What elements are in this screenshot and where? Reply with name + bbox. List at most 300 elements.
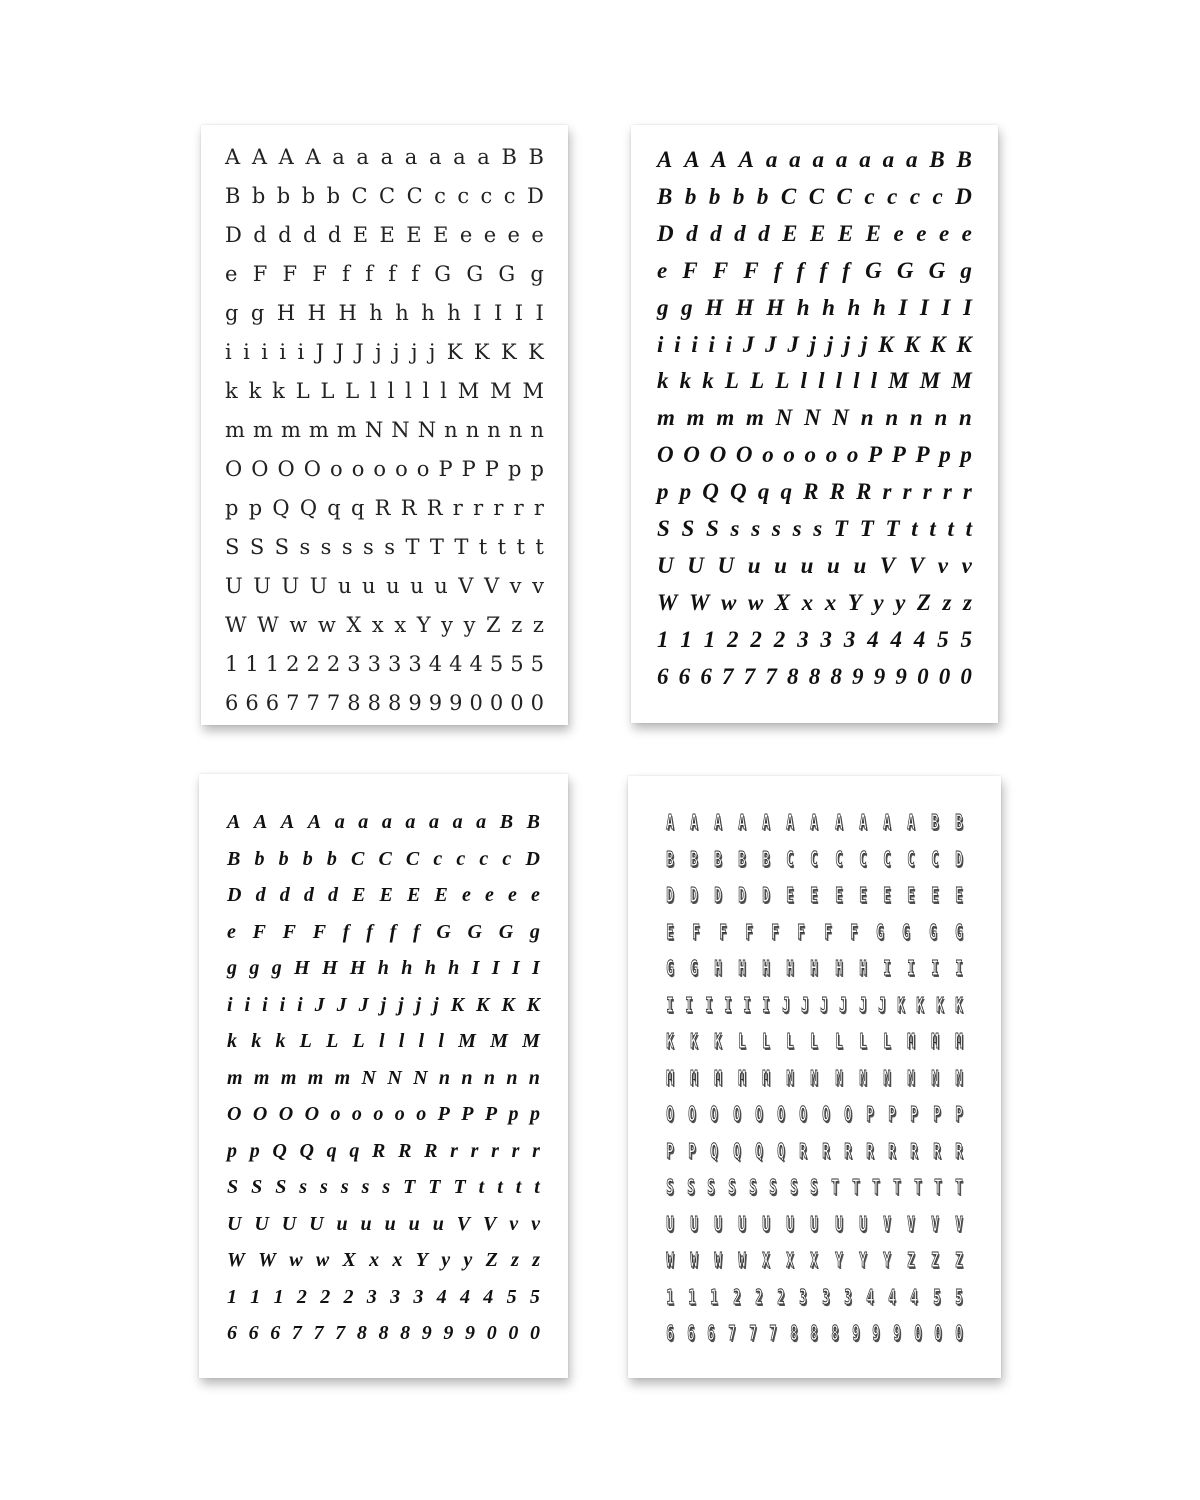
letter-sticker: q xyxy=(757,479,770,505)
letter-sticker: R xyxy=(799,1138,808,1163)
letter-sticker: F xyxy=(850,919,858,944)
letter-sticker: A xyxy=(882,810,891,834)
letter-sticker: F xyxy=(823,919,832,944)
letter-sticker: L xyxy=(352,1030,365,1052)
letter-sticker: N xyxy=(364,418,384,442)
sheet-row xyxy=(199,812,568,832)
letter-sticker: 8 xyxy=(787,663,799,689)
letter-sticker: D xyxy=(690,883,698,907)
letter-sticker: 4 xyxy=(890,626,902,652)
letter-sticker: H xyxy=(294,957,310,979)
letter-sticker: O xyxy=(666,1102,674,1126)
letter-sticker: L xyxy=(762,1029,771,1053)
letter-sticker: s xyxy=(771,516,781,541)
letter-sticker: T xyxy=(428,1176,441,1198)
letter-sticker: I xyxy=(724,992,732,1017)
letter-sticker: Z xyxy=(916,589,931,615)
letter-sticker: r xyxy=(473,496,484,520)
letter-sticker: I xyxy=(704,992,713,1017)
letter-sticker: E xyxy=(782,220,798,246)
letter-sticker: p xyxy=(529,1103,540,1125)
letter-sticker: 1 xyxy=(227,1285,237,1308)
letter-sticker: 5 xyxy=(510,652,524,676)
letter-sticker: r xyxy=(902,479,912,505)
letter-sticker: K xyxy=(473,340,490,364)
letter-sticker: J xyxy=(355,340,364,364)
letter-sticker: l xyxy=(853,368,860,394)
sheet-row xyxy=(628,1138,1001,1163)
letter-sticker: L xyxy=(724,368,739,394)
letter-sticker: F xyxy=(692,919,701,944)
letter-sticker: 3 xyxy=(821,1284,830,1309)
letter-sticker: p xyxy=(227,1139,237,1162)
sheet-row xyxy=(199,1250,568,1270)
letter-sticker: V xyxy=(907,1211,915,1236)
letter-sticker: d xyxy=(710,220,722,246)
letter-sticker: 6 xyxy=(227,1322,237,1344)
letter-sticker: m xyxy=(280,418,301,442)
letter-sticker: U xyxy=(657,552,674,578)
letter-sticker: q xyxy=(780,479,792,505)
letter-sticker: E xyxy=(955,883,963,907)
letter-sticker: p xyxy=(248,496,263,520)
letter-sticker: v xyxy=(961,552,972,578)
letter-sticker: 0 xyxy=(934,1321,942,1345)
letter-sticker: t xyxy=(534,1176,540,1198)
letter-sticker: D xyxy=(657,220,674,246)
letter-sticker: k xyxy=(227,1030,237,1052)
letter-sticker: k xyxy=(272,379,285,403)
letter-sticker: t xyxy=(965,516,972,541)
letter-sticker: u xyxy=(774,552,787,578)
letter-sticker: l xyxy=(818,368,825,394)
letter-sticker: l xyxy=(800,368,807,394)
letter-sticker: r xyxy=(532,1139,540,1162)
letter-sticker: N xyxy=(387,1066,402,1089)
letter-sticker: s xyxy=(384,535,396,559)
letter-sticker: R xyxy=(400,496,417,520)
letter-sticker: G xyxy=(498,262,516,286)
letter-sticker: m xyxy=(334,1066,351,1089)
letter-sticker: s xyxy=(341,535,353,559)
letter-sticker: 6 xyxy=(666,1321,674,1345)
letter-sticker: 7 xyxy=(335,1322,346,1344)
letter-sticker: E xyxy=(352,884,366,906)
letter-sticker: B xyxy=(499,811,514,833)
letter-sticker: w xyxy=(315,1249,330,1271)
letter-sticker: U xyxy=(281,1212,297,1235)
letter-sticker: T xyxy=(831,1175,839,1199)
letter-sticker: H xyxy=(705,294,724,320)
letter-sticker: O xyxy=(303,457,321,481)
letter-sticker: a xyxy=(476,811,487,833)
letter-sticker: O xyxy=(732,1102,741,1126)
letter-sticker: Z xyxy=(907,1248,915,1272)
letter-sticker: e xyxy=(916,220,927,246)
letter-sticker: B xyxy=(227,847,241,870)
sheet-row xyxy=(201,381,568,402)
letter-sticker: r xyxy=(470,1139,479,1162)
letter-sticker: f xyxy=(842,257,850,283)
letter-sticker: M xyxy=(490,379,512,403)
sheet-row xyxy=(199,995,568,1015)
letter-sticker: 9 xyxy=(852,663,864,689)
letter-sticker: 4 xyxy=(888,1284,896,1309)
letter-sticker: G xyxy=(434,262,452,286)
letter-sticker: K xyxy=(916,992,925,1017)
sheet-row xyxy=(631,517,998,540)
letter-sticker: 8 xyxy=(831,1321,839,1345)
letter-sticker: 0 xyxy=(913,1321,922,1345)
letter-sticker: a xyxy=(765,147,778,172)
letter-sticker: n xyxy=(959,405,972,431)
letter-sticker: 7 xyxy=(313,1322,324,1344)
letter-sticker: G xyxy=(928,257,946,283)
letter-sticker: u xyxy=(827,552,840,578)
letter-sticker: b xyxy=(326,184,341,208)
letter-sticker: 3 xyxy=(797,626,809,652)
letter-sticker: r xyxy=(962,479,972,505)
letter-sticker: K xyxy=(666,1029,674,1053)
sheet-row xyxy=(199,1104,568,1124)
letter-sticker: U xyxy=(858,1211,867,1236)
letter-sticker: d xyxy=(758,220,770,246)
letter-sticker: G xyxy=(436,920,451,943)
letter-sticker: 6 xyxy=(707,1321,716,1345)
letter-sticker: I xyxy=(919,294,929,320)
letter-sticker: g xyxy=(657,294,669,320)
letter-sticker: V xyxy=(483,1212,497,1235)
letter-sticker: o xyxy=(373,1103,384,1125)
letter-sticker: 4 xyxy=(459,1285,470,1308)
sheet-row xyxy=(631,628,998,651)
letter-sticker: a xyxy=(452,811,463,833)
letter-sticker: e xyxy=(657,257,668,283)
letter-sticker: g xyxy=(250,301,265,325)
letter-sticker: 4 xyxy=(469,652,483,676)
letter-sticker: J xyxy=(742,331,755,357)
letter-sticker: C xyxy=(882,846,891,871)
sheet-row xyxy=(628,1065,1001,1090)
letter-sticker: V xyxy=(908,552,925,578)
letter-sticker: W xyxy=(258,1249,276,1271)
letter-sticker: T xyxy=(955,1175,963,1199)
letter-sticker: f xyxy=(773,257,782,283)
letter-sticker: B xyxy=(666,846,674,871)
letter-sticker: o xyxy=(416,457,430,481)
letter-sticker: s xyxy=(299,535,311,559)
letter-sticker: I xyxy=(535,301,544,325)
letter-sticker: T xyxy=(859,516,874,541)
letter-sticker: P xyxy=(910,1102,919,1126)
letter-sticker: w xyxy=(289,613,308,637)
sheet-row xyxy=(199,1141,568,1161)
letter-sticker: k xyxy=(679,368,692,394)
letter-sticker: s xyxy=(382,1176,391,1198)
letter-sticker: 8 xyxy=(808,663,821,689)
letter-sticker: j xyxy=(398,993,404,1016)
letter-sticker: F xyxy=(712,257,729,283)
letter-sticker: s xyxy=(730,516,740,541)
letter-sticker: B xyxy=(225,184,241,208)
letter-sticker: r xyxy=(452,496,463,520)
letter-sticker: d xyxy=(255,884,266,906)
letter-sticker: M xyxy=(522,379,544,403)
letter-sticker: z xyxy=(942,589,952,615)
letter-sticker: Q xyxy=(732,1138,741,1163)
letter-sticker: t xyxy=(515,1176,522,1198)
letter-sticker: t xyxy=(497,1176,503,1198)
letter-sticker: 0 xyxy=(469,691,483,715)
letter-sticker: C xyxy=(379,184,396,208)
letter-sticker: I xyxy=(898,294,908,320)
letter-sticker: 4 xyxy=(436,1285,447,1308)
sheet-row xyxy=(631,591,998,614)
letter-sticker: G xyxy=(896,257,914,283)
letter-sticker: N xyxy=(882,1065,891,1090)
letter-sticker: i xyxy=(725,331,733,357)
letter-sticker: h xyxy=(395,301,409,325)
letter-sticker: D xyxy=(955,846,963,871)
letter-sticker: K xyxy=(904,331,920,357)
letter-sticker: I xyxy=(494,301,503,325)
letter-sticker: B xyxy=(714,846,722,871)
letter-sticker: e xyxy=(507,223,520,247)
sticker-sheet-serif xyxy=(201,125,568,725)
letter-sticker: t xyxy=(947,516,954,541)
letter-sticker: Z xyxy=(485,1249,498,1271)
letter-sticker: G xyxy=(902,919,911,944)
letter-sticker: 1 xyxy=(666,1284,674,1309)
letter-sticker: O xyxy=(657,442,674,468)
letter-sticker: F xyxy=(252,920,266,943)
letter-sticker: p xyxy=(679,479,692,505)
letter-sticker: r xyxy=(533,496,544,520)
letter-sticker: N xyxy=(832,405,850,431)
letter-sticker: o xyxy=(825,442,838,468)
letter-sticker: M xyxy=(955,1029,963,1053)
letter-sticker: M xyxy=(457,379,480,403)
sheet-row xyxy=(199,1214,568,1234)
letter-sticker: I xyxy=(762,992,771,1017)
letter-sticker: T xyxy=(429,535,444,559)
letter-sticker: h xyxy=(847,294,861,320)
sheet-row xyxy=(631,148,998,171)
letter-sticker: b xyxy=(301,184,316,208)
letter-sticker: 3 xyxy=(388,652,402,676)
letter-sticker: g xyxy=(529,920,540,943)
letter-sticker: I xyxy=(514,301,524,325)
letter-sticker: a xyxy=(477,145,490,169)
letter-sticker: 9 xyxy=(872,1321,881,1345)
letter-sticker: l xyxy=(440,379,447,403)
letter-sticker: 9 xyxy=(895,663,907,689)
letter-sticker: 1 xyxy=(688,1284,696,1309)
letter-sticker: x xyxy=(371,613,384,637)
letter-sticker: V xyxy=(879,552,896,578)
letter-sticker: H xyxy=(858,956,867,980)
letter-sticker: U xyxy=(738,1211,746,1236)
letter-sticker: L xyxy=(299,1030,312,1052)
letter-sticker: 4 xyxy=(910,1284,919,1309)
letter-sticker: m xyxy=(307,1066,324,1089)
letter-sticker: U xyxy=(690,1211,698,1236)
letter-sticker: b xyxy=(251,184,266,208)
letter-sticker: n xyxy=(487,418,501,442)
letter-sticker: P xyxy=(955,1102,963,1126)
letter-sticker: K xyxy=(955,992,963,1017)
letter-sticker: h xyxy=(872,294,886,320)
letter-sticker: a xyxy=(789,147,801,172)
letter-sticker: W xyxy=(227,1249,245,1271)
letter-sticker: U xyxy=(714,1211,722,1236)
letter-sticker: d xyxy=(734,220,746,246)
letter-sticker: H xyxy=(338,301,357,325)
letter-sticker: 4 xyxy=(428,652,443,676)
letter-sticker: V xyxy=(458,574,474,598)
letter-sticker: i xyxy=(279,340,287,364)
letter-sticker: v xyxy=(531,1212,540,1235)
letter-sticker: j xyxy=(428,340,436,364)
letter-sticker: Y xyxy=(415,1249,428,1271)
letter-sticker: w xyxy=(317,613,336,637)
letter-sticker: p xyxy=(507,457,522,481)
letter-sticker: H xyxy=(810,956,819,980)
letter-sticker: I xyxy=(666,992,674,1017)
letter-sticker: s xyxy=(320,1176,328,1198)
letter-sticker: 7 xyxy=(286,691,300,715)
sheet-row xyxy=(201,303,568,324)
letter-sticker: A xyxy=(711,147,727,172)
sheet-row xyxy=(628,846,1001,871)
letter-sticker: a xyxy=(882,147,895,172)
letter-sticker: 7 xyxy=(743,663,756,689)
sheet-row xyxy=(628,958,1001,978)
letter-sticker: i xyxy=(279,993,286,1016)
letter-sticker: O xyxy=(821,1102,830,1126)
letter-sticker: T xyxy=(885,516,900,541)
letter-sticker: o xyxy=(330,457,343,481)
letter-sticker: a xyxy=(429,811,439,833)
letter-sticker: W xyxy=(666,1248,674,1272)
letter-sticker: e xyxy=(531,223,544,247)
letter-sticker: n xyxy=(461,1066,473,1089)
letter-sticker: S xyxy=(728,1175,736,1199)
letter-sticker: 4 xyxy=(449,652,463,676)
letter-sticker: b xyxy=(708,183,721,209)
letter-sticker: Q xyxy=(299,496,318,520)
letter-sticker: d xyxy=(327,223,342,247)
letter-sticker: 3 xyxy=(820,626,832,652)
sheet-row xyxy=(628,992,1001,1017)
letter-sticker: K xyxy=(897,992,905,1017)
letter-sticker: N xyxy=(931,1065,939,1090)
letter-sticker: c xyxy=(479,847,489,870)
letter-sticker: 0 xyxy=(955,1321,963,1345)
sticker-sheet-block xyxy=(628,776,1001,1378)
letter-sticker: 9 xyxy=(443,1322,454,1344)
letter-sticker: F xyxy=(282,262,298,286)
letter-sticker: 7 xyxy=(326,691,341,715)
letter-sticker: 2 xyxy=(773,626,786,652)
letter-sticker: c xyxy=(456,847,466,870)
letter-sticker: n xyxy=(885,405,899,431)
letter-sticker: f xyxy=(342,920,350,943)
sheet-row xyxy=(201,225,568,246)
letter-sticker: i xyxy=(261,340,268,364)
sheet-row xyxy=(201,264,568,285)
letter-sticker: u xyxy=(800,552,814,578)
letter-sticker: U xyxy=(227,1212,242,1235)
letter-sticker: T xyxy=(872,1175,881,1199)
letter-sticker: 9 xyxy=(873,663,886,689)
letter-sticker: l xyxy=(387,379,395,403)
letter-sticker: A xyxy=(307,811,322,833)
letter-sticker: u xyxy=(434,574,448,598)
letter-sticker: i xyxy=(297,340,305,364)
letter-sticker: u xyxy=(408,1212,420,1235)
letter-sticker: W xyxy=(738,1248,746,1272)
letter-sticker: N xyxy=(361,1066,376,1089)
letter-sticker: P xyxy=(437,1103,450,1125)
letter-sticker: U xyxy=(810,1211,819,1236)
letter-sticker: t xyxy=(516,535,525,559)
letter-sticker: C xyxy=(858,846,867,871)
sheet-row xyxy=(631,369,998,392)
letter-sticker: 5 xyxy=(937,626,949,652)
letter-sticker: I xyxy=(882,956,891,980)
letter-sticker: 1 xyxy=(703,626,716,652)
sheet-row xyxy=(631,554,998,577)
letter-sticker: D xyxy=(526,184,544,208)
letter-sticker: M xyxy=(738,1065,746,1090)
letter-sticker: m xyxy=(657,405,675,431)
letter-sticker: O xyxy=(304,1103,320,1125)
letter-sticker: f xyxy=(388,262,397,286)
sheet-row xyxy=(631,296,998,319)
letter-sticker: h xyxy=(369,301,383,325)
letter-sticker: n xyxy=(506,1066,518,1089)
sheet-row xyxy=(199,1031,568,1051)
letter-sticker: O xyxy=(709,442,727,468)
letter-sticker: R xyxy=(803,479,819,505)
letter-sticker: E xyxy=(666,919,674,944)
letter-sticker: A xyxy=(280,811,295,833)
letter-sticker: 6 xyxy=(700,663,712,689)
letter-sticker: u xyxy=(432,1212,444,1235)
sheet-row xyxy=(201,420,568,441)
letter-sticker: S xyxy=(706,516,719,541)
letter-sticker: I xyxy=(532,957,540,979)
letter-sticker: a xyxy=(381,811,392,833)
letter-sticker: d xyxy=(327,884,338,906)
letter-sticker: I xyxy=(473,301,482,325)
letter-sticker: M xyxy=(888,368,909,394)
letter-sticker: X xyxy=(786,1248,795,1272)
letter-sticker: P xyxy=(688,1138,696,1163)
letter-sticker: S xyxy=(249,535,265,559)
letter-sticker: L xyxy=(810,1029,819,1053)
letter-sticker: m xyxy=(686,405,705,431)
letter-sticker: Z xyxy=(486,613,501,637)
letter-sticker: i xyxy=(244,993,251,1016)
letter-sticker: R xyxy=(398,1139,412,1162)
letter-sticker: o xyxy=(351,1103,362,1125)
letter-sticker: G xyxy=(498,920,514,943)
letter-sticker: H xyxy=(735,294,754,320)
letter-sticker: E xyxy=(379,223,395,247)
letter-sticker: L xyxy=(295,379,310,403)
